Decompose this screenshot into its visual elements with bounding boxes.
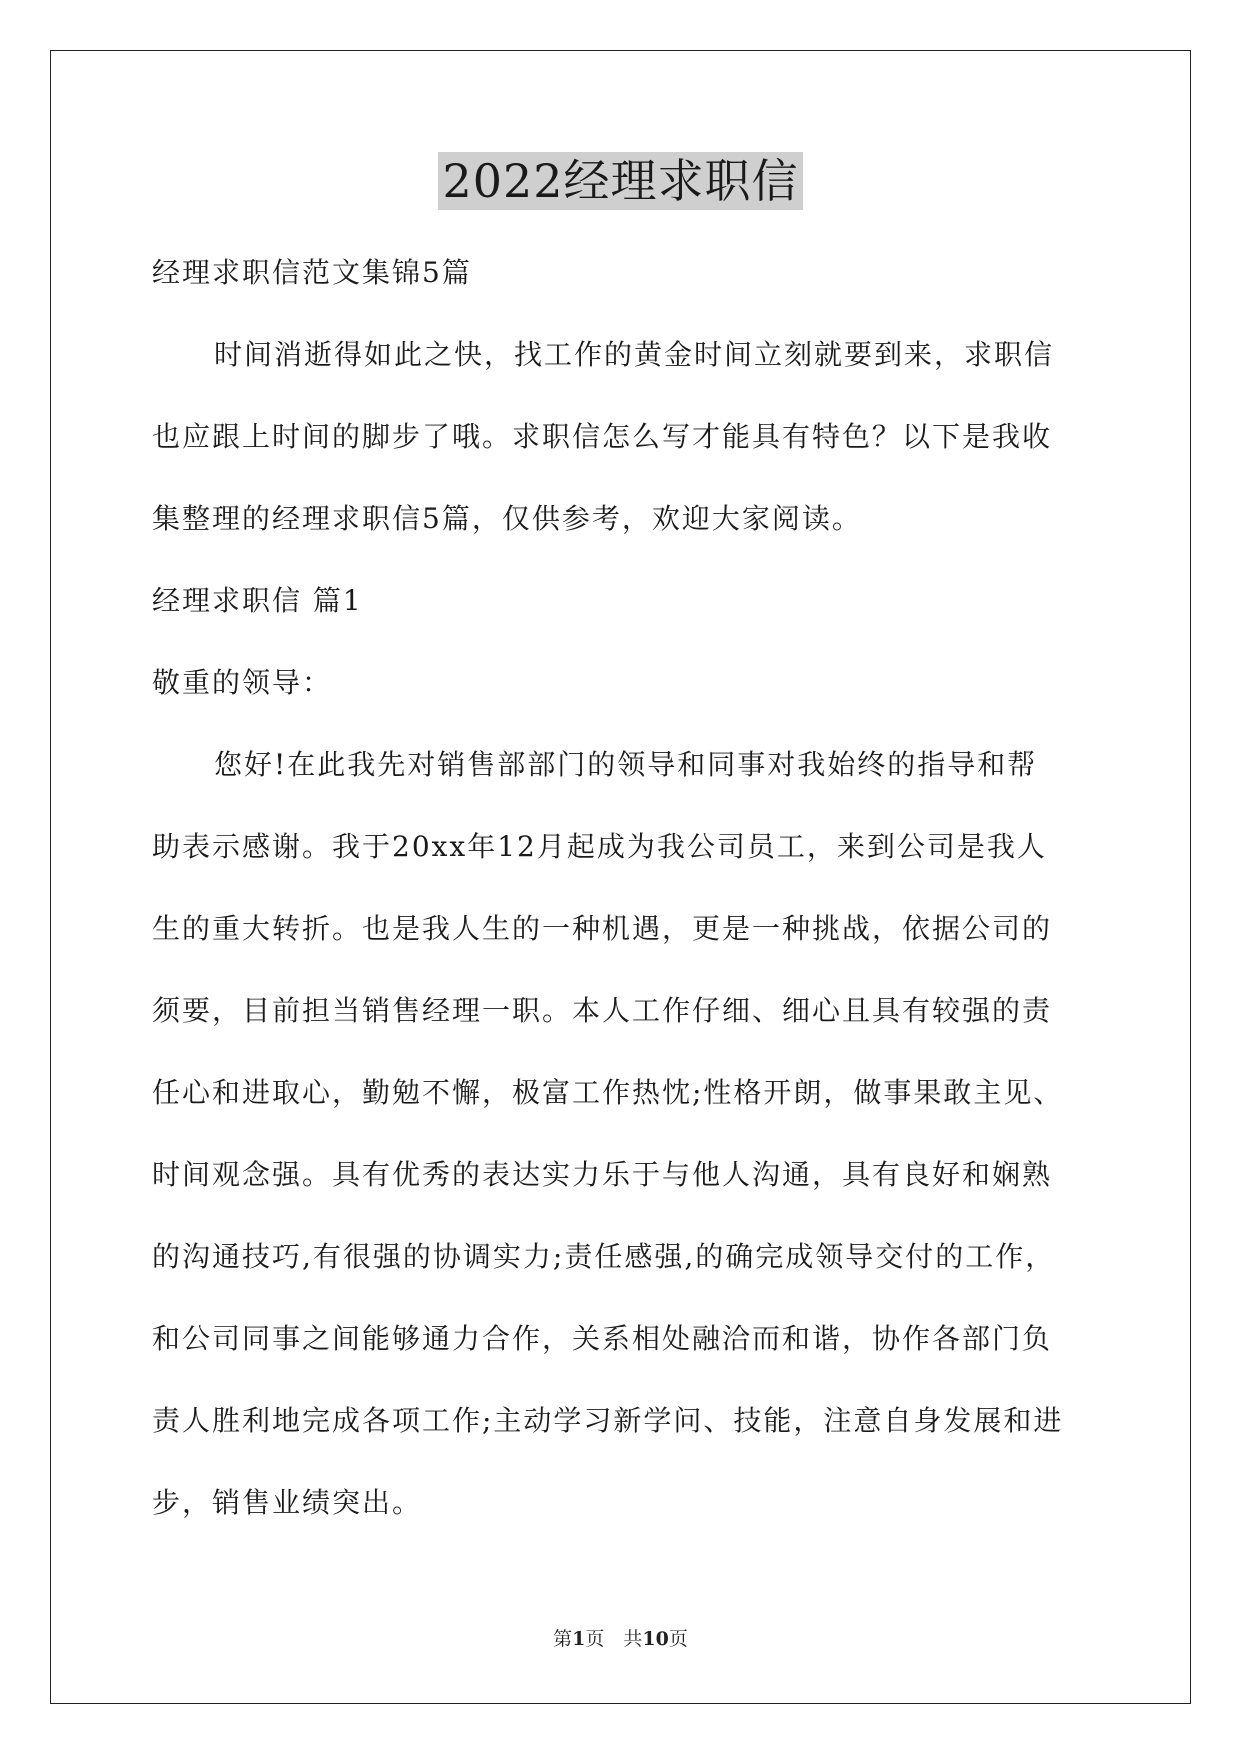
page-mid: 页 共 [585,1628,643,1650]
page-number: 1 [572,1628,586,1650]
page-prefix: 第 [553,1628,573,1650]
section-heading: 经理求职信 篇1 [152,584,363,617]
paragraph-line: 时间观念强。具有优秀的表达实力乐于与他人沟通，具有良好和娴熟 [152,1158,1053,1191]
paragraph-line: 的沟通技巧,有很强的协调实力;责任感强,的确完成领导交付的工作， [152,1240,1056,1273]
subtitle-line: 经理求职信范文集锦5篇 [152,256,472,289]
paragraph-line: 集整理的经理求职信5篇，仅供参考，欢迎大家阅读。 [152,502,862,535]
title-container [0,152,1241,210]
page-suffix: 页 [668,1628,688,1650]
paragraph-line: 步，销售业绩突出。 [152,1486,423,1519]
paragraph-line: 须要，目前担当销售经理一职。本人工作仔细、细心且具有较强的责 [152,994,1053,1027]
document-title: 2022经理求职信 [438,152,802,210]
paragraph-line: 也应跟上时间的脚步了哦。求职信怎么写才能具有特色？以下是我收 [152,420,1053,453]
paragraph-line: 生的重大转折。也是我人生的一种机遇，更是一种挑战，依据公司的 [152,912,1053,945]
document-body [152,232,1102,1544]
page-total: 10 [642,1628,669,1650]
paragraph-line: 和公司同事之间能够通力合作，关系相处融洽而和谐，协作各部门负 [152,1322,1053,1355]
paragraph-line: 时间消逝得如此之快，找工作的黄金时间立刻就要到来，求职信 [214,338,1055,371]
paragraph-line: 助表示感谢。我于20xx年12月起成为我公司员工，来到公司是我人 [152,830,1047,863]
paragraph-line: 责人胜利地完成各项工作;主动学习新学问、技能，注意自身发展和进 [152,1404,1064,1437]
paragraph-line: 任心和进取心，勤勉不懈，极富工作热忱;性格开朗，做事果敢主见、 [152,1076,1064,1109]
salutation: 敬重的领导： [152,666,333,699]
page-footer [0,1624,1241,1651]
paragraph-line: 您好!在此我先对销售部部门的领导和同事对我始终的指导和帮 [214,748,1038,781]
